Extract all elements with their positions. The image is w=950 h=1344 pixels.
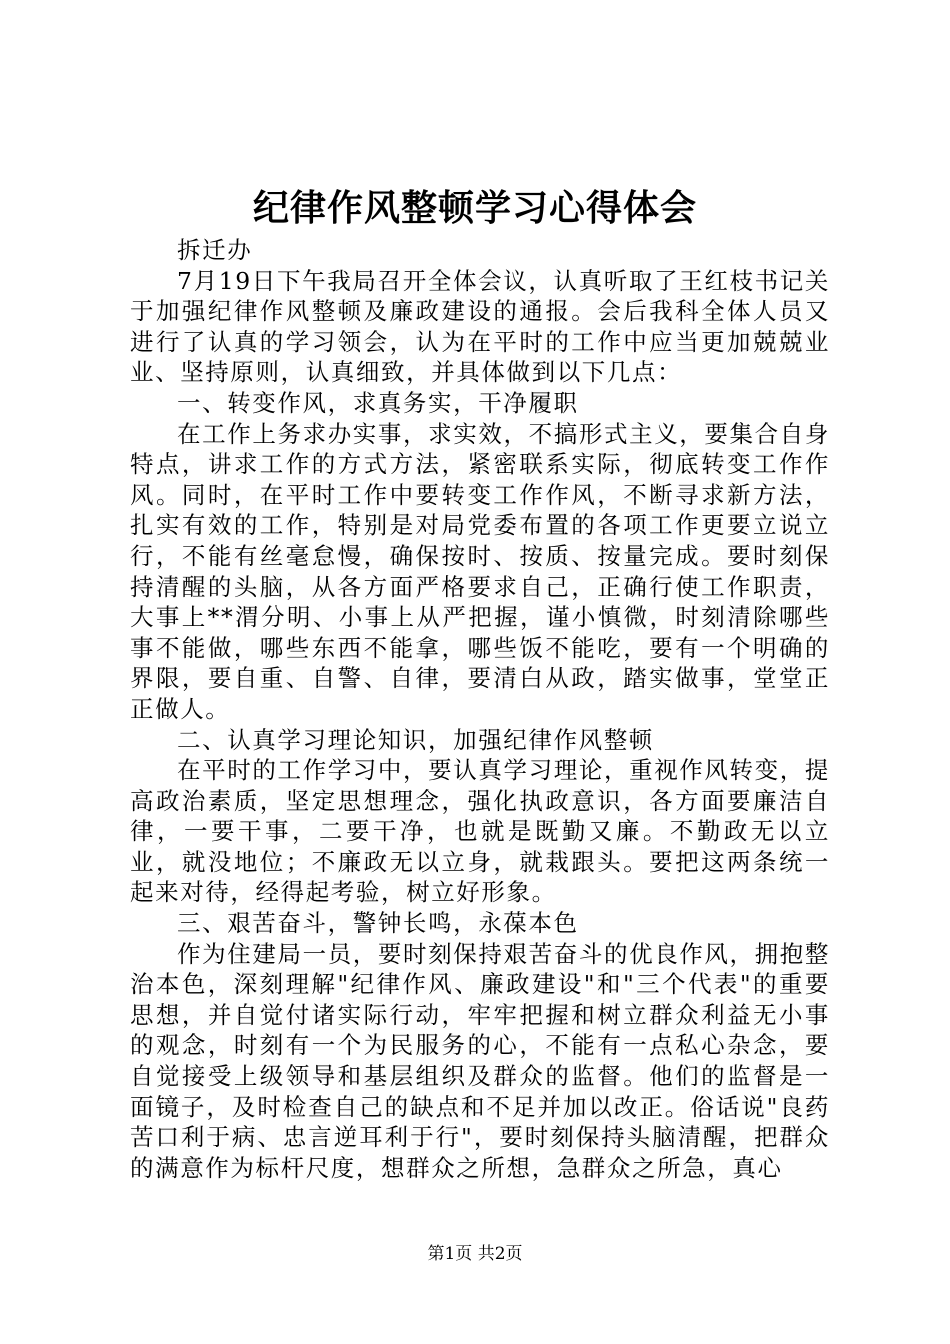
section-paragraph-2: 在平时的工作学习中，要认真学习理论，重视作风转变，提高政治素质，坚定思想理念，强化执政意识，各方面要廉洁自律，一要干事，二要干净，也就是既勤又廉。不勤政无以立业，就没地位；不廉政无以立身，就栽跟头。要把这两条统一起来对待，经得起考验，树立好形象。 [130, 756, 830, 907]
author-line: 拆迁办 [177, 236, 253, 264]
section-heading-2: 二、认真学习理论知识，加强纪律作风整顿 [177, 725, 654, 754]
intro-paragraph: 7月19日下午我局召开全体会议，认真听取了王红枝书记关于加强纪律作风整顿及廉政建设的通报。会后我科全体人员又进行了认真的学习领会，认为在平时的工作中应当更加兢兢业业、坚持原则，认真细致，并具体做到以下几点： [130, 266, 830, 387]
page-footer: 第1页 共2页 [427, 1244, 523, 1264]
document-title: 纪律作风整顿学习心得体会 [252, 188, 697, 229]
section-heading-1: 一、转变作风，求真务实，干净履职 [177, 388, 579, 417]
document-body [130, 235, 830, 1183]
section-paragraph-1: 在工作上务求办实事，求实效，不搞形式主义，要集合自身特点，讲求工作的方式方法，紧密联系实际，彻底转变工作作风。同时，在平时工作中要转变工作作风，不断寻求新方法，扎实有效的工作，特别是对局党委布置的各项工作更要立说立行，不能有丝毫怠慢，确保按时、按质、按量完成。要时刻保持清醒的头脑，从各方面严格要求自己，正确行使工作职责，大事上**渭分明、小事上从严把握，谨小慎微，时刻清除哪些事不能做，哪些东西不能拿，哪些饭不能吃，要有一个明确的界限，要自重、自警、自律，要清白从政，踏实做事，堂堂正正做人。 [130, 419, 830, 723]
section-heading-3: 三、艰苦奋斗，警钟长鸣，永葆本色 [177, 909, 579, 938]
section-paragraph-3: 作为住建局一员，要时刻保持艰苦奋斗的优良作风，拥抱整治本色，深刻理解"纪律作风、廉政建设"和"三个代表"的重要思想，并自觉付诸实际行动，牢牢把握和树立群众利益无小事的观念，时刻有一个为民服务的心，不能有一点私心杂念，要自觉接受上级领导和基层组织及群众的监督。他们的监督是一面镜子，及时检查自己的缺点和不足并加以改正。俗话说"良药苦口利于病、忠言逆耳利于行"，要时刻保持头脑清醒，把群众的满意作为标杆尺度，想群众之所想，急群众之所急，真心 [130, 939, 830, 1182]
